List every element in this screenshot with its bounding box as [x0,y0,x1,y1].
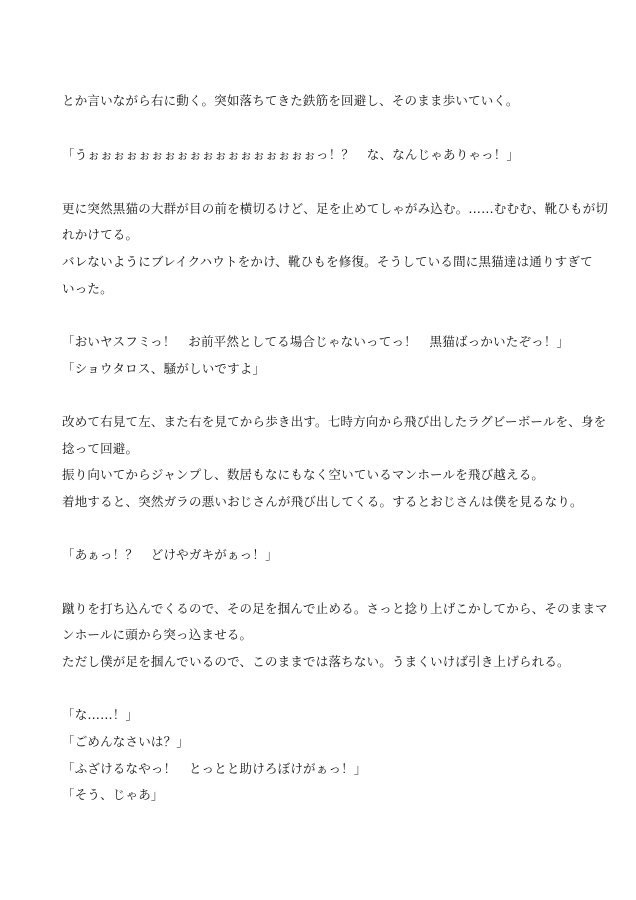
text-line: 着地すると、突然ガラの悪いおじさんが飛び出してくる。するとおじさんは僕を見るなり。 [62,494,583,509]
text-line: 捻って回避。 [62,441,139,456]
text-line: 改めて右見て左、また右を見てから歩き出す。七時方向から飛び出したラグビーボールを、身を [62,414,607,429]
dialogue-line: 「あぁっ！？ どけやガキがぁっ！」 [62,547,278,562]
text-line: 蹴りを打ち込んでくるので、その足を掴んで止める。さっと捻り上げこかしてから、そのままマ [62,601,608,616]
dialogue-line: 「な……！」 [62,707,139,722]
dialogue-line: 「そう、じゃあ」 [62,787,164,802]
text-line: れかけてる。 [62,227,139,242]
dialogue-line: 「ショウタロス、騒がしいですよ」 [62,361,266,376]
dialogue-line: 「うぉぉぉぉぉぉぉぉぉぉぉぉぉぉぉぉぉぉっ！？ な、なんじゃありゃっ！」 [62,147,520,162]
dialogue-line: 「ふざけるなやっ！ とっとと助けろぼけがぁっ！」 [62,761,367,776]
text-line: ンホールに頭から突っ込ませる。 [62,627,253,642]
text-line: とか言いながら右に動く。突如落ちてきた鉄筋を回避し、そのまま歩いていく。 [62,93,519,108]
text-line: ただし僕が足を掴んでいるので、このままでは落ちない。うまくいけば引き上げられる。 [62,654,570,669]
dialogue-line: 「ごめんなさいは？」 [62,734,190,749]
dialogue-line: 「おいヤスフミっ！ お前平然としてる場合じゃないってっ！ 黒猫ばっかいたぞっ！」 [62,334,570,349]
text-line: バレないようにブレイクハウトをかけ、靴ひもを修復。そうしている間に黒猫達は通りすぎて [62,254,593,269]
text-line: いった。 [62,281,113,296]
text-line: 更に突然黒猫の大群が目の前を横切るけど、足を止めてしゃがみ込む。……むむむ、靴ひもが切 [62,201,609,216]
text-line: 振り向いてからジャンプし、数居もなにもなく空いているマンホールを飛び越える。 [62,467,545,482]
